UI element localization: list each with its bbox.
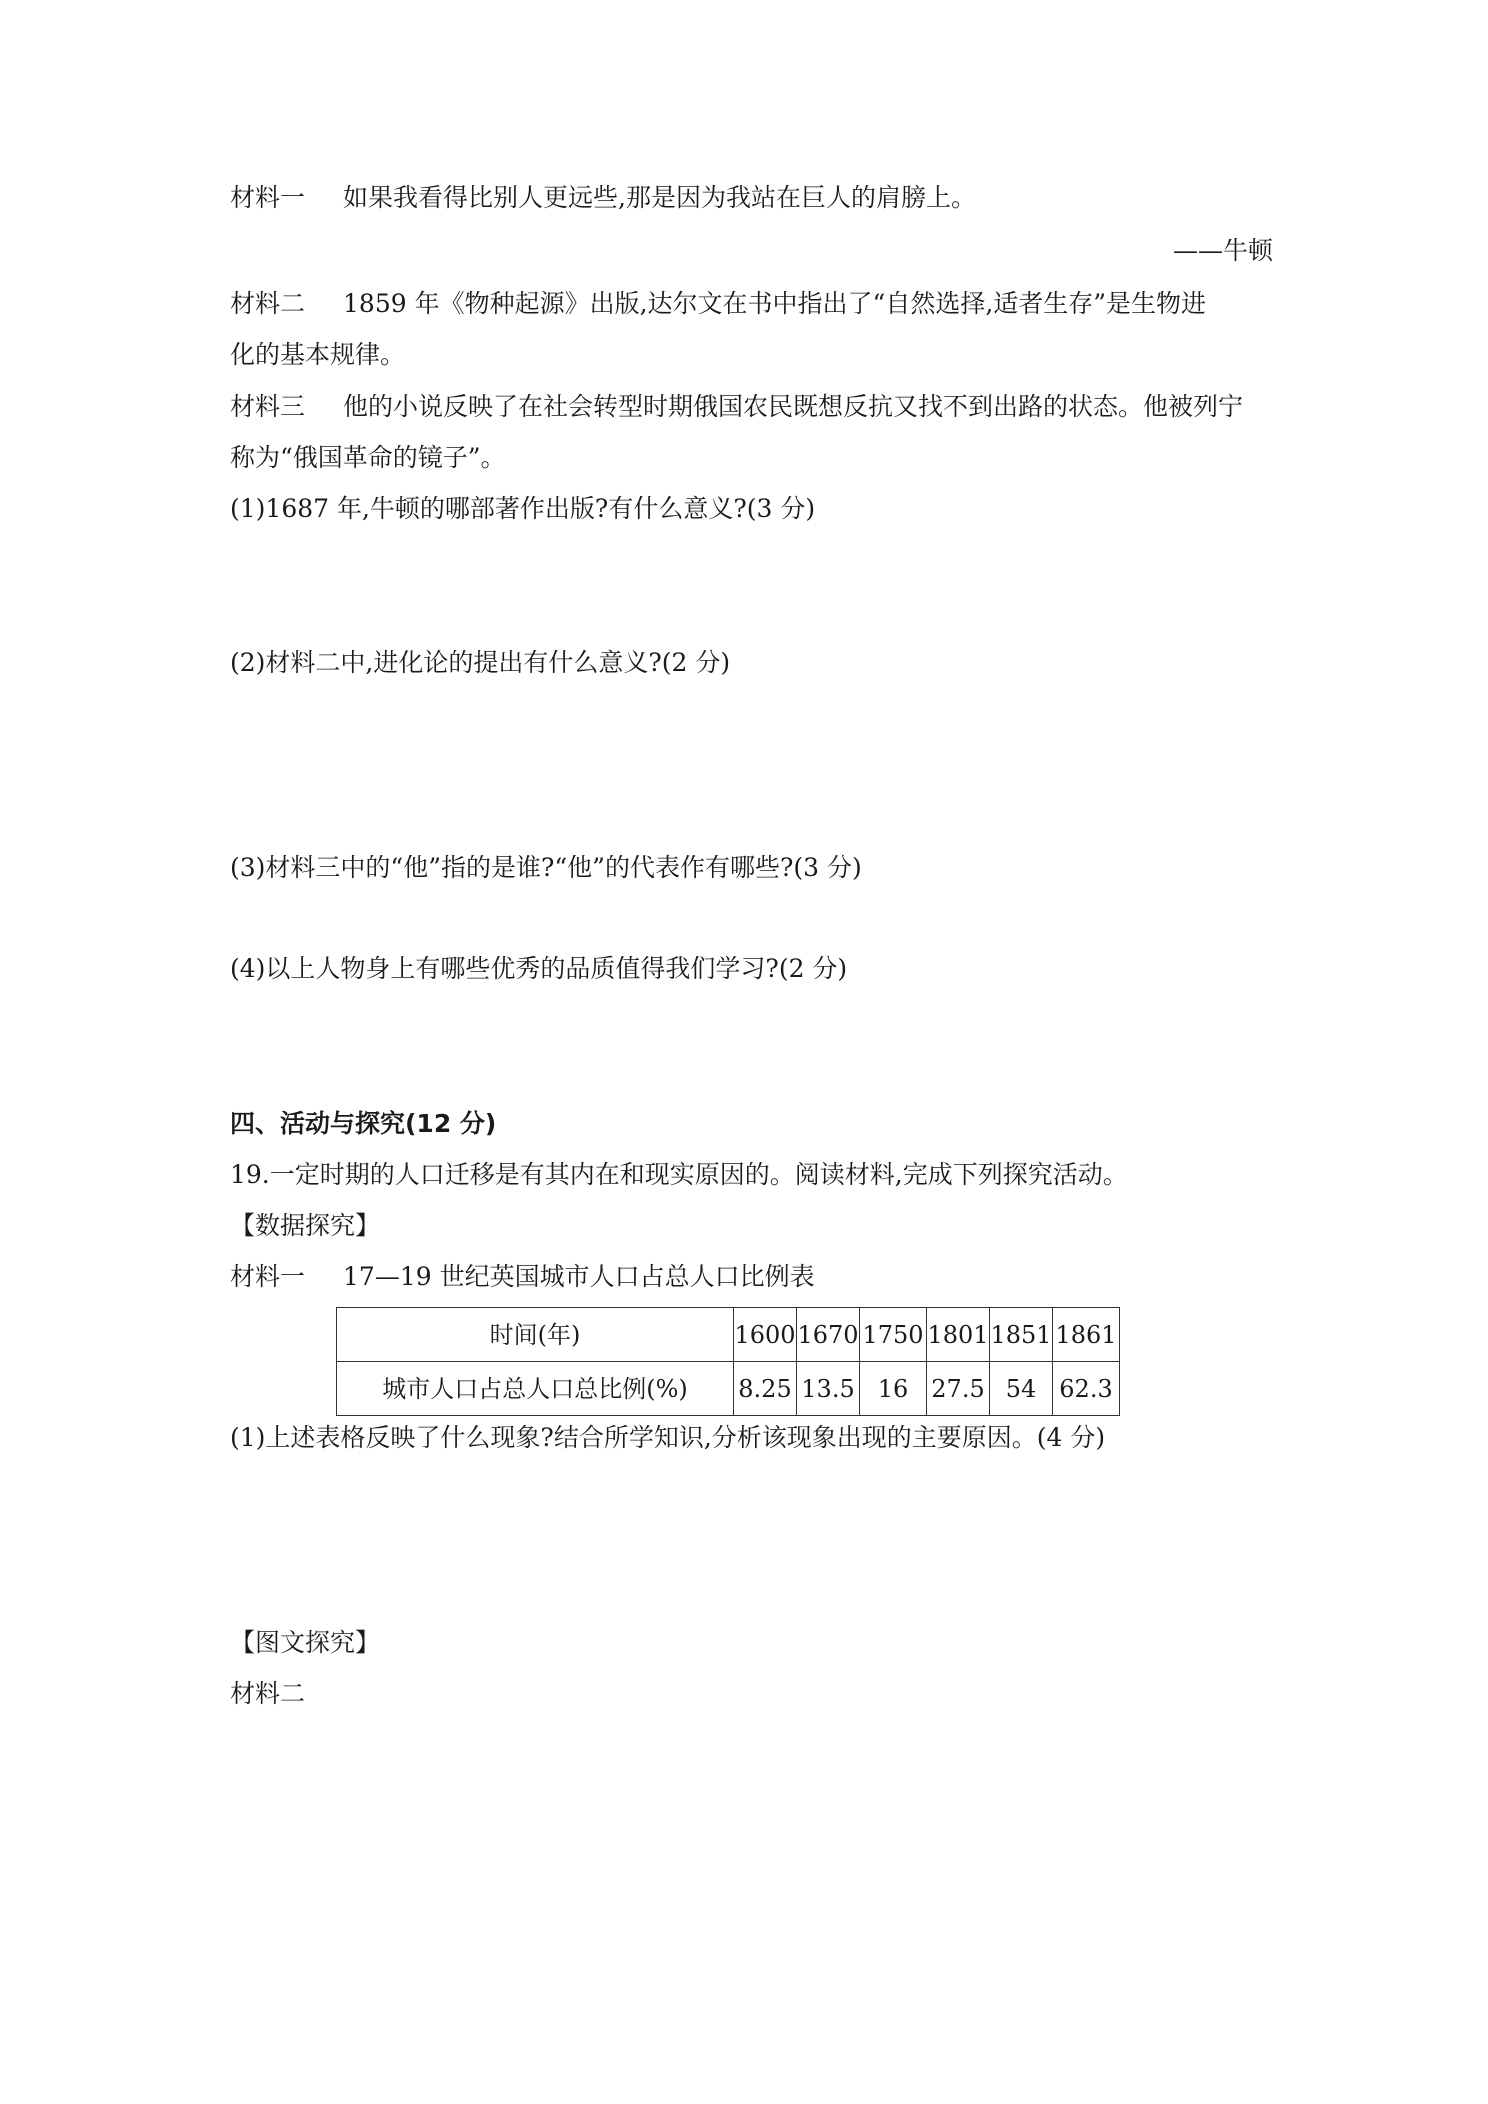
- table-cell: 13.5: [797, 1362, 860, 1416]
- material-1-label: 材料一: [230, 183, 306, 212]
- material-2: [230, 291, 1206, 316]
- table-cell: 1851: [990, 1308, 1053, 1362]
- sub-question-1: (1)上述表格反映了什么现象?结合所学知识,分析该现象出现的主要原因。(4 分): [230, 1423, 1106, 1452]
- table-cell: 1600: [734, 1308, 797, 1362]
- table-caption-label: 材料一: [230, 1262, 306, 1291]
- table-cell: 1750: [860, 1308, 927, 1362]
- table-row: [337, 1362, 1120, 1416]
- data-inquiry-heading: 【数据探究】: [230, 1211, 381, 1240]
- question-4: (4)以上人物身上有哪些优秀的品质值得我们学习?(2 分): [230, 954, 848, 983]
- table-cell: 1801: [927, 1308, 990, 1362]
- material-3-label: 材料三: [230, 392, 306, 421]
- section-4-heading: 四、活动与探究(12 分): [230, 1109, 497, 1138]
- question-3: (3)材料三中的“他”指的是谁?“他”的代表作有哪些?(3 分): [230, 853, 862, 882]
- material-2-text: 1859 年《物种起源》出版,达尔文在书中指出了“自然选择,适者生存”是生物进: [343, 289, 1207, 318]
- material-2-text-cont: 化的基本规律。: [230, 340, 406, 369]
- image-inquiry-heading: 【图文探究】: [230, 1628, 381, 1657]
- table-cell: 8.25: [734, 1362, 797, 1416]
- table-cell: 54: [990, 1362, 1053, 1416]
- table-caption: [230, 1264, 815, 1289]
- material-3: [230, 394, 1243, 419]
- table-cell: 1670: [797, 1308, 860, 1362]
- table-cell: 1861: [1053, 1308, 1120, 1362]
- table-cell: 16: [860, 1362, 927, 1416]
- table-header-year: 时间(年): [337, 1308, 734, 1362]
- table-cell: 62.3: [1053, 1362, 1120, 1416]
- material-1: [230, 185, 976, 210]
- material-2-label: 材料二: [230, 289, 306, 318]
- question-2: (2)材料二中,进化论的提出有什么意义?(2 分): [230, 648, 731, 677]
- material-1-attribution: ——牛顿: [1172, 236, 1273, 265]
- material-3-text-cont: 称为“俄国革命的镜子”。: [230, 443, 506, 472]
- table-row: [337, 1308, 1120, 1362]
- table-header-ratio: 城市人口占总人口总比例(%): [337, 1362, 734, 1416]
- question-19: 19.一定时期的人口迁移是有其内在和现实原因的。阅读材料,完成下列探究活动。: [230, 1160, 1128, 1189]
- table-cell: 27.5: [927, 1362, 990, 1416]
- population-table: [336, 1307, 1120, 1416]
- material-3-text: 他的小说反映了在社会转型时期俄国农民既想反抗又找不到出路的状态。他被列宁: [343, 392, 1244, 421]
- material-1-text: 如果我看得比别人更远些,那是因为我站在巨人的肩膀上。: [343, 183, 976, 212]
- table-caption-text: 17—19 世纪英国城市人口占总人口比例表: [343, 1262, 815, 1291]
- question-1: (1)1687 年,牛顿的哪部著作出版?有什么意义?(3 分): [230, 494, 816, 523]
- material-2-label-bottom: 材料二: [230, 1679, 306, 1708]
